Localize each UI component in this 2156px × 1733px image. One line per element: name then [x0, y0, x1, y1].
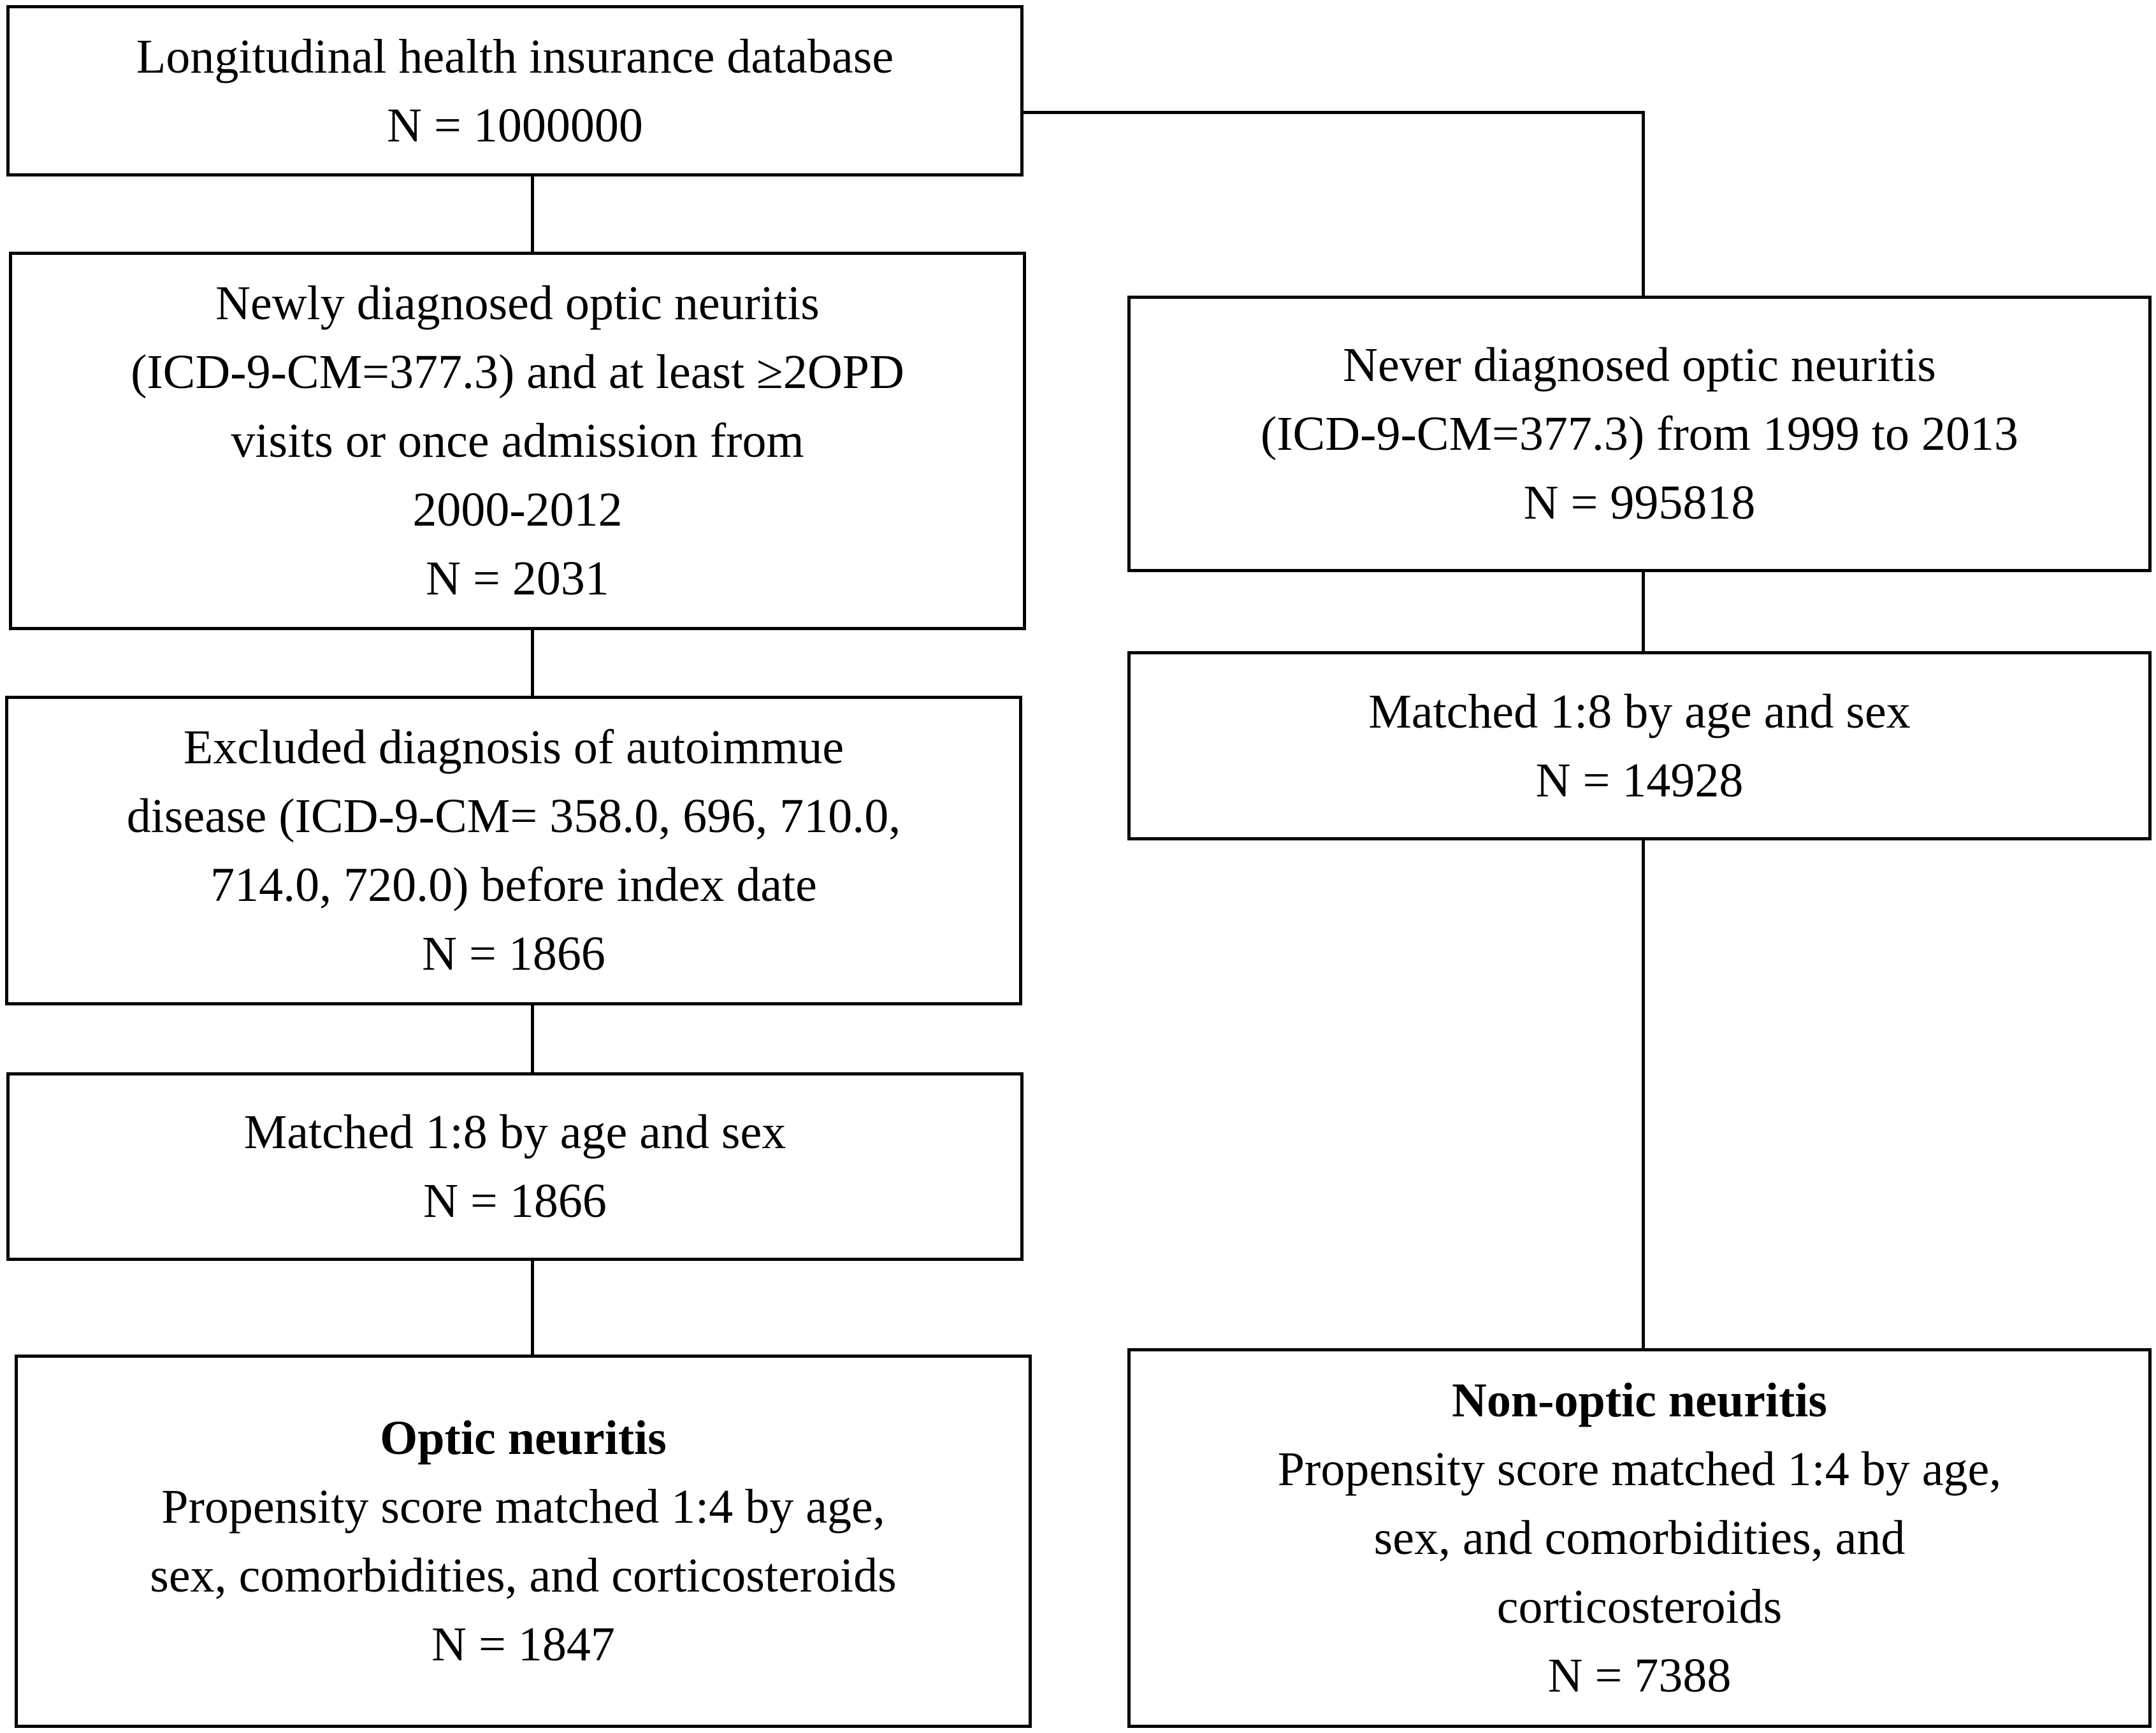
excluded-count: N = 1866: [422, 927, 605, 981]
optic-neuritis-line-2: sex, comorbidities, and corticosteroids: [150, 1549, 897, 1602]
connector-source-to-never-vertical: [1642, 111, 1645, 297]
matched-right-count: N = 14928: [1535, 753, 1744, 807]
newly-diagnosed-box: [9, 252, 1026, 630]
excluded-line-3: 714.0, 720.0) before index date: [210, 858, 817, 912]
connector-source-to-diagnosed: [531, 173, 534, 254]
non-optic-neuritis-final-box: [1127, 1348, 2152, 1728]
source-database-count: N = 1000000: [387, 98, 643, 152]
connector-diagnosed-to-excluded: [531, 627, 534, 697]
connector-excluded-to-matched: [531, 1002, 534, 1074]
non-optic-neuritis-line-2: sex, and comorbidities, and: [1373, 1511, 1906, 1565]
never-diagnosed-count: N = 995818: [1523, 476, 1756, 529]
connector-never-to-matched-right: [1642, 569, 1645, 653]
source-database-box: [6, 5, 1024, 176]
excluded-autoimmune-box: [5, 696, 1022, 1005]
never-diagnosed-line-2: (ICD-9-CM=377.3) from 1999 to 2013: [1260, 407, 2019, 461]
excluded-line-1: Excluded diagnosis of autoimmue: [183, 721, 844, 774]
never-diagnosed-box: [1127, 296, 2152, 572]
matched-right-label: Matched 1:8 by age and sex: [1368, 684, 1911, 738]
non-optic-neuritis-title: Non-optic neuritis: [1452, 1374, 1827, 1427]
optic-neuritis-count: N = 1847: [431, 1618, 615, 1671]
newly-diagnosed-line-3: visits or once admission from: [231, 414, 804, 468]
connector-matched-to-final-left: [531, 1258, 534, 1357]
newly-diagnosed-count: N = 2031: [426, 552, 609, 605]
newly-diagnosed-line-2: (ICD-9-CM=377.3) and at least ≥2OPD: [131, 345, 904, 399]
source-database-label: Longitudinal health insurance database: [136, 29, 894, 83]
matched-left-count: N = 1866: [423, 1174, 607, 1228]
matched-right-box: [1127, 651, 2152, 840]
matched-left-label: Matched 1:8 by age and sex: [243, 1105, 786, 1159]
non-optic-neuritis-count: N = 7388: [1547, 1649, 1732, 1702]
excluded-line-2: disease (ICD-9-CM= 358.0, 696, 710.0,: [126, 789, 901, 843]
connector-source-to-right-horizontal: [1020, 111, 1645, 114]
newly-diagnosed-line-1: Newly diagnosed optic neuritis: [215, 277, 820, 330]
newly-diagnosed-line-4: 2000-2012: [412, 483, 623, 536]
optic-neuritis-final-box: [15, 1355, 1032, 1728]
never-diagnosed-line-1: Never diagnosed optic neuritis: [1343, 338, 1936, 392]
optic-neuritis-line-1: Propensity score matched 1:4 by age,: [161, 1480, 885, 1534]
optic-neuritis-title: Optic neuritis: [380, 1411, 667, 1465]
connector-matched-right-to-final-right: [1642, 837, 1645, 1350]
non-optic-neuritis-line-1: Propensity score matched 1:4 by age,: [1277, 1442, 2002, 1496]
matched-left-box: [6, 1072, 1024, 1261]
non-optic-neuritis-line-3: corticosteroids: [1496, 1580, 1783, 1634]
